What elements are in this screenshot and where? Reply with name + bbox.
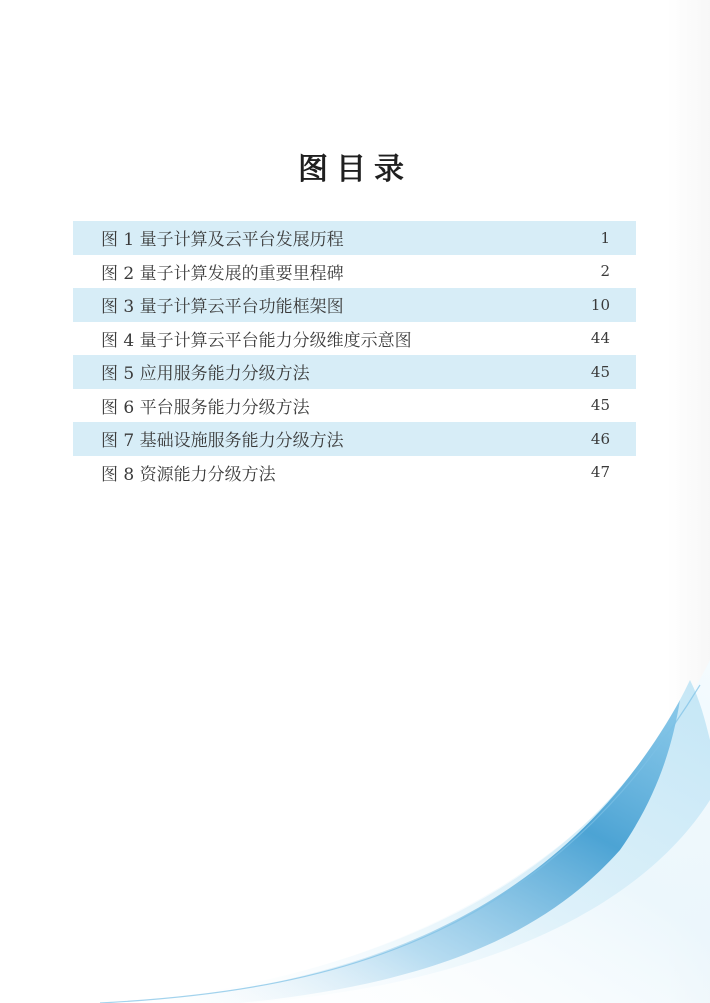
- figure-entry-label: 图 8 资源能力分级方法: [101, 464, 276, 485]
- figure-entry-2[interactable]: [73, 255, 636, 289]
- figure-entry-4[interactable]: [73, 322, 636, 356]
- figure-entry-1[interactable]: [73, 221, 636, 255]
- figure-entry-page: 45: [590, 362, 610, 381]
- decorative-wave: [0, 640, 710, 1003]
- figure-entry-5[interactable]: [73, 355, 636, 389]
- figure-entry-6[interactable]: [73, 389, 636, 423]
- page-title: 图目录: [298, 152, 412, 187]
- figure-entry-8[interactable]: [73, 456, 636, 490]
- figure-entry-label: 图 6 平台服务能力分级方法: [101, 397, 310, 418]
- figure-entry-page: 45: [590, 396, 610, 415]
- figure-entry-page: 2: [600, 262, 610, 281]
- figure-entry-page: 10: [590, 295, 610, 314]
- figure-entry-label: 图 3 量子计算云平台功能框架图: [101, 297, 344, 318]
- figure-entry-label: 图 7 基础设施服务能力分级方法: [101, 431, 344, 452]
- figure-entry-label: 图 5 应用服务能力分级方法: [101, 364, 310, 385]
- figure-entry-page: 1: [600, 228, 610, 247]
- figure-entry-label: 图 4 量子计算云平台能力分级维度示意图: [101, 330, 412, 351]
- figure-entry-page: 44: [590, 329, 610, 348]
- figure-entry-3[interactable]: [73, 288, 636, 322]
- figure-entry-7[interactable]: [73, 422, 636, 456]
- figure-entry-label: 图 2 量子计算发展的重要里程碑: [101, 263, 344, 284]
- figure-entry-label: 图 1 量子计算及云平台发展历程: [101, 230, 344, 251]
- figure-entry-page: 46: [590, 429, 610, 448]
- figure-entry-page: 47: [590, 463, 610, 482]
- figure-list: [73, 221, 636, 489]
